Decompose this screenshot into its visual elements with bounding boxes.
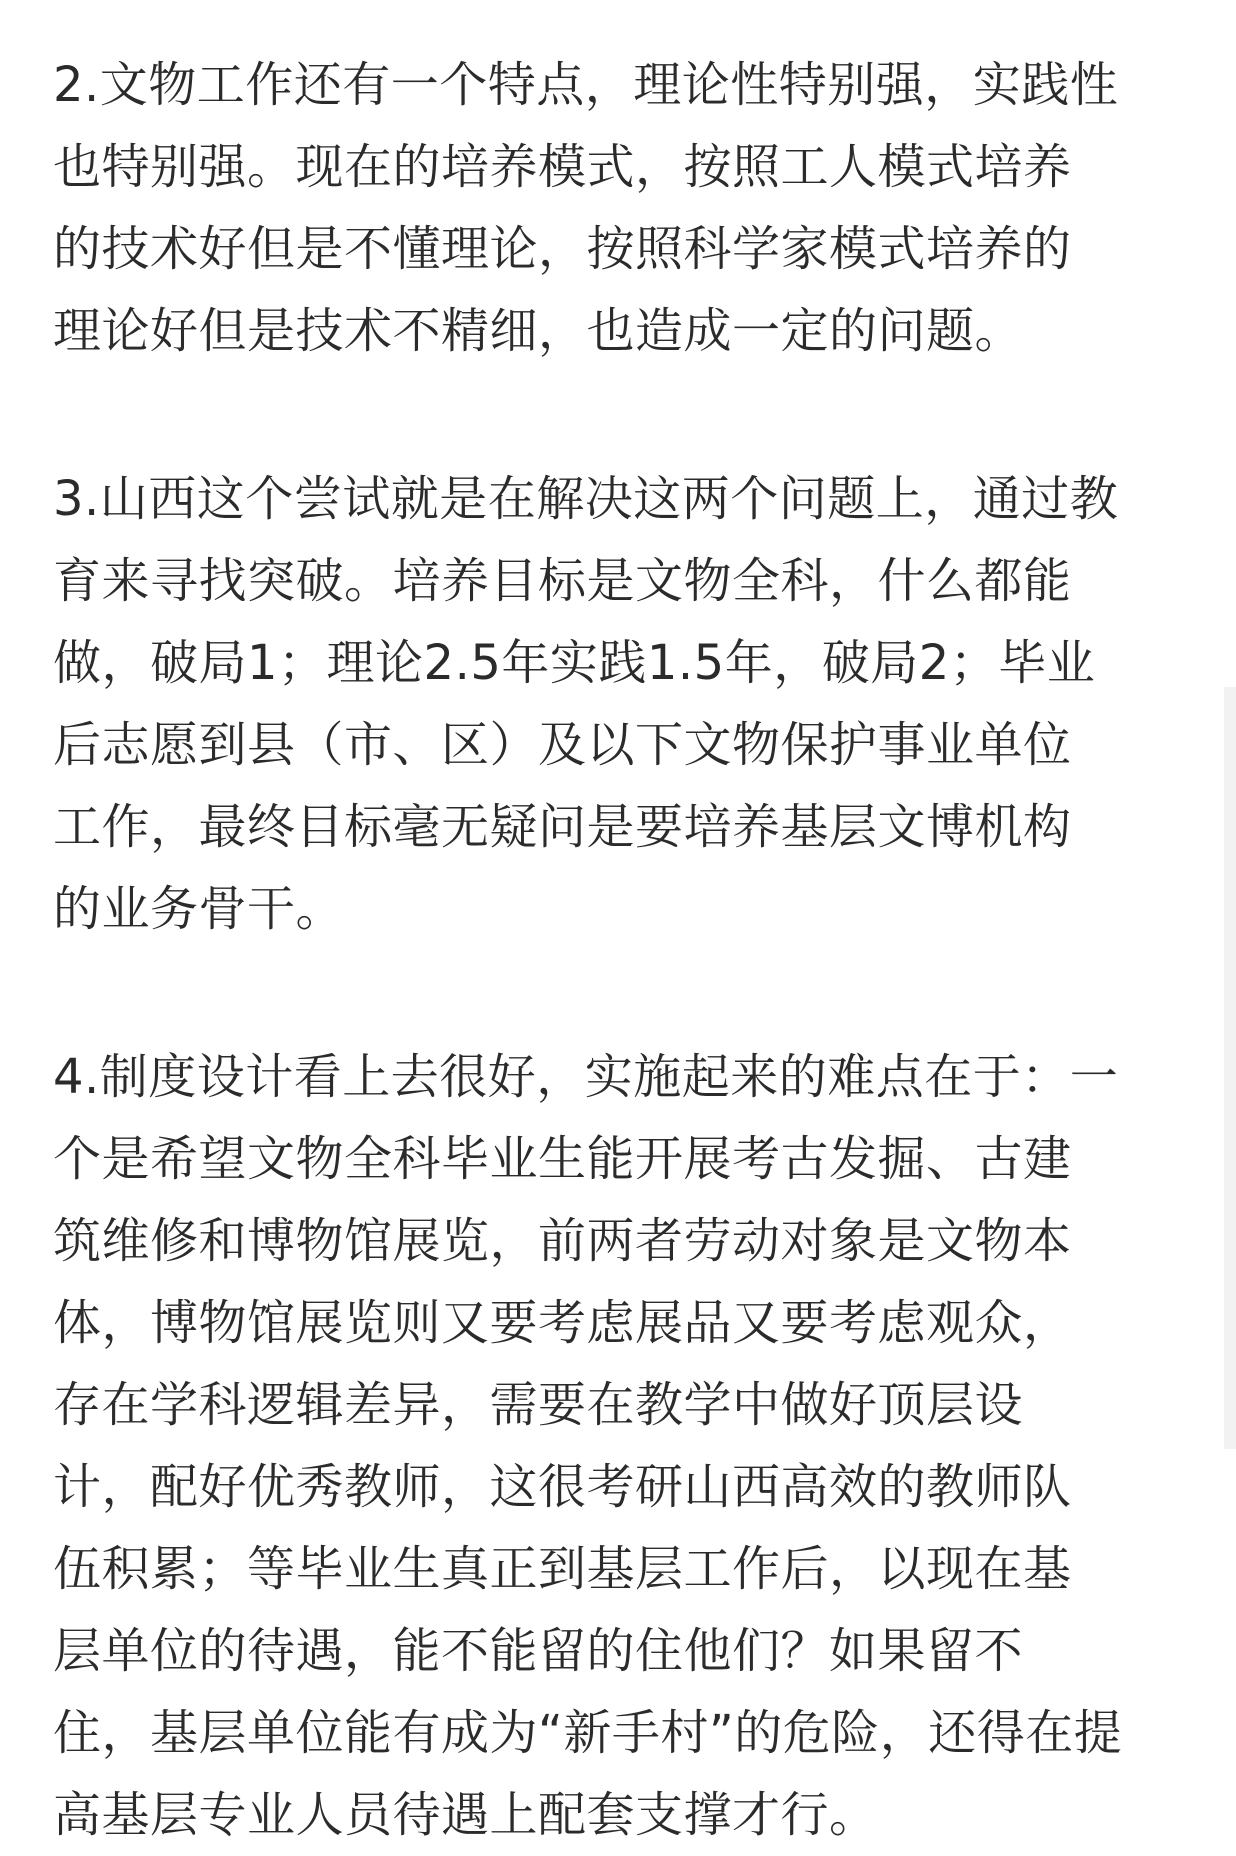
scrollbar[interactable]: [1224, 687, 1236, 1449]
text-line: 的技术好但是不懂理论，按照科学家模式培养的: [53, 221, 1072, 277]
text-line: 3.山西这个尝试就是在解决这两个问题上，通过教: [53, 471, 1119, 527]
text-line: 育来寻找突破。培养目标是文物全科，什么都能: [53, 553, 1072, 609]
text-line: 4.制度设计看上去很好，实施起来的难点在于：一: [53, 1049, 1119, 1105]
text-line: 做，破局1；理论2.5年实践1.5年，破局2；毕业: [53, 635, 1096, 691]
text-line: 个是希望文物全科毕业生能开展考古发掘、古建: [53, 1131, 1072, 1187]
paragraph-4: [53, 1036, 1236, 1856]
text-line: 工作，最终目标毫无疑问是要培养基层文博机构: [53, 799, 1072, 855]
text-line: 筑维修和博物馆展览，前两者劳动对象是文物本: [53, 1213, 1072, 1269]
text-line: 计，配好优秀教师，这很考研山西高效的教师队: [53, 1459, 1072, 1515]
text-line: 也特别强。现在的培养模式，按照工人模式培养: [53, 139, 1072, 195]
text-line: 后志愿到县（市、区）及以下文物保护事业单位: [53, 717, 1072, 773]
paragraph-2: [53, 44, 1236, 372]
text-line: 存在学科逻辑差异，需要在教学中做好顶层设: [53, 1377, 1024, 1433]
paragraph-3: [53, 458, 1236, 950]
text-line: 的业务骨干。: [53, 881, 345, 937]
text-line: 住，基层单位能有成为“新手村”的危险，还得在提: [53, 1705, 1123, 1761]
text-line: 体，博物馆展览则又要考虑展品又要考虑观众，: [53, 1295, 1072, 1351]
text-line: 2.文物工作还有一个特点，理论性特别强，实践性: [53, 57, 1119, 113]
text-line: 高基层专业人员待遇上配套支撑才行。: [53, 1787, 878, 1843]
text-line: 理论好但是技术不精细，也造成一定的问题。: [53, 303, 1024, 359]
text-line: 伍积累；等毕业生真正到基层工作后，以现在基: [53, 1541, 1072, 1597]
text-line: 层单位的待遇，能不能留的住他们？如果留不: [53, 1623, 1024, 1679]
